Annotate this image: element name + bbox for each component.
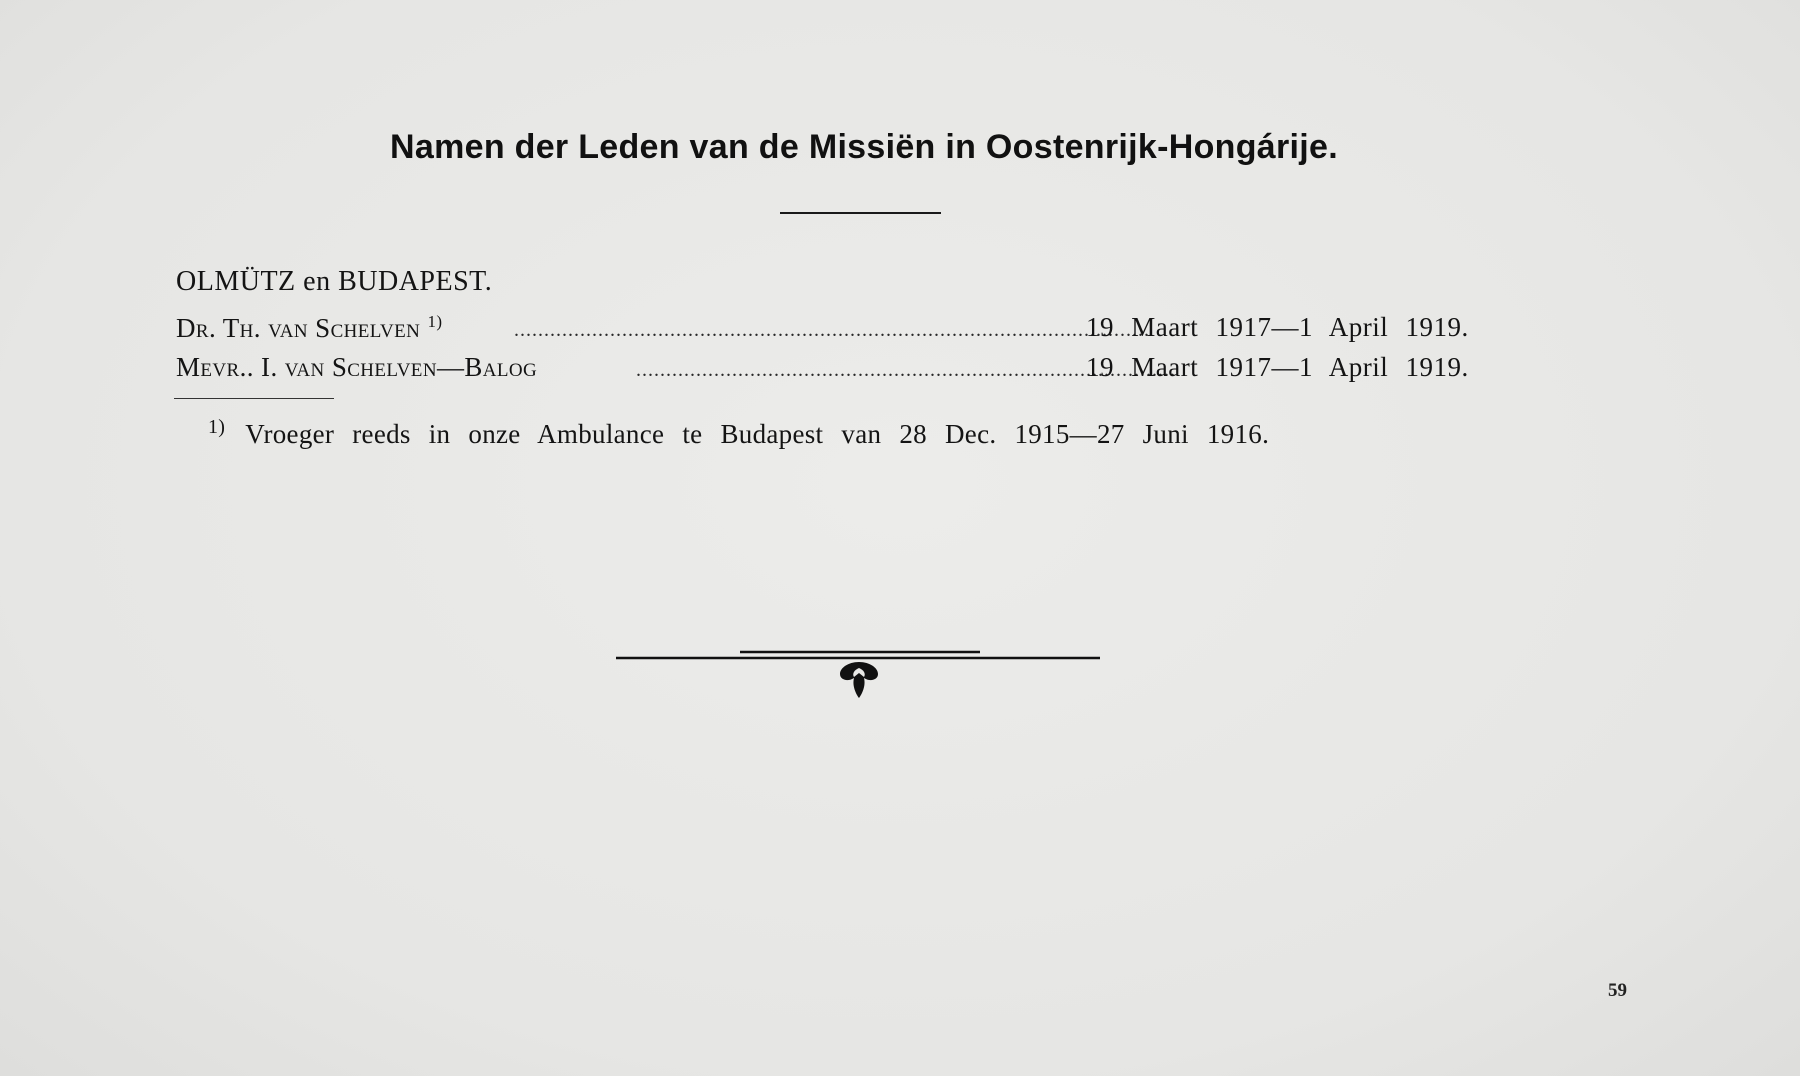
footnote-divider — [174, 398, 334, 399]
dot-leader: .......................................................................................... — [636, 359, 1176, 381]
footnote-reference: 1) — [427, 312, 443, 331]
member-entry — [176, 352, 1520, 388]
footnote — [208, 416, 1269, 450]
member-entry — [176, 312, 1520, 348]
page-title: Namen der Leden van de Missiën in Oostenrijk-Hongárije. — [390, 128, 1338, 166]
member-name — [176, 352, 537, 383]
section-heading: OLMÜTZ en BUDAPEST. — [176, 266, 493, 297]
service-dates: 19 Maart 1917—1 April 1919. — [1086, 312, 1469, 342]
fleuron-icon — [616, 640, 1100, 702]
footnote-marker: 1) — [208, 416, 226, 438]
dot-leader: .......................................................................................................... — [514, 319, 1150, 341]
title-divider — [780, 212, 941, 214]
member-name-text: Mevr.. I. van Schelven—Balog — [176, 352, 538, 382]
footnote-text: Vroeger reeds in onze Ambulance te Budapest van 28 Dec. 1915—27 Juni 1916. — [245, 419, 1270, 449]
service-dates: 19 Maart 1917—1 April 1919. — [1086, 352, 1469, 382]
ornament-leaf — [840, 662, 878, 698]
member-name-text: Dr. Th. van Schelven — [176, 313, 421, 343]
page-number: 59 — [1608, 980, 1627, 1001]
member-name — [176, 312, 442, 344]
